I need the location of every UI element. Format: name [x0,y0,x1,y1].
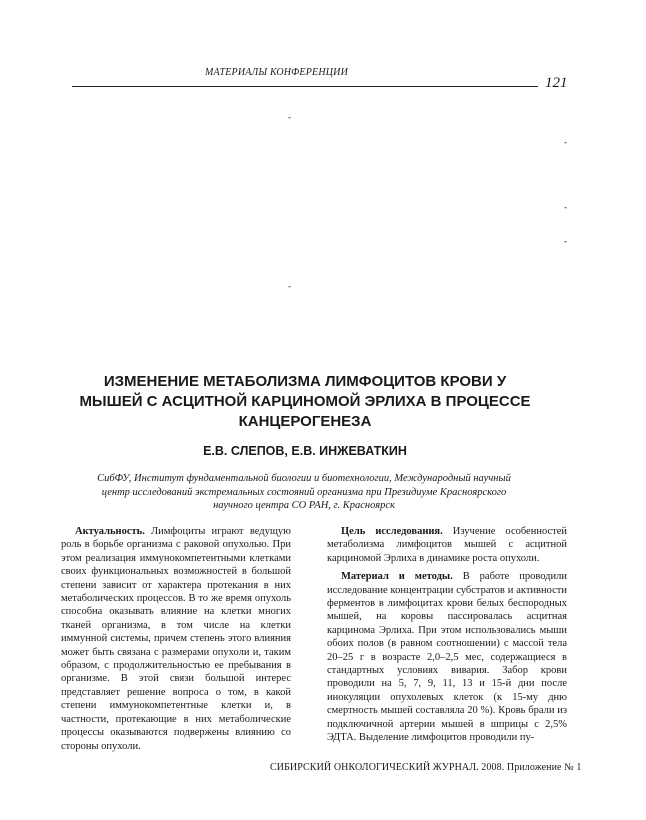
stray-dash-mark: - [564,202,567,212]
aim-text: Изучение особенностей метаболизма лимфоцитов мышей с асцитной карциномой Эрлиха в динамике роста опухоли. [327,526,567,564]
methods-heading: Материал и методы. [341,571,453,583]
aim-paragraph [327,525,567,565]
article-authors: Е.В. СЛЕПОВ, Е.В. ИНЖЕВАТКИН [203,444,407,458]
stray-dash-mark: - [288,281,291,291]
methods-paragraph [327,570,567,744]
stray-dash-mark: - [564,137,567,147]
methods-text: В работе проводили исследование концентрации субстратов и активности ферментов в лимфоцитах крови белых беспородных мышей, на коровы пассировалась асцитная карцинома Эрлиха. При этом использовались мыши обоих полов (в равном соотношении) с массой тела 20–25 г в возрасте 2,0–2,5 мес, содержащиеся в стандартных условиях вивария. Забор крови проводили на 5, 7, 9, 11, 13 и 15-й дни после инокуляции опухолевых клеток (к 15-му дню смертность мышей составляла 20 %). Кровь брали из подключичной артерии мышей в шприцы с 2,5% ЭДТА. Выделение лимфоцитов проводили пу- [327,571,568,744]
actuality-text: Лимфоциты играют ведущую роль в борьбе организма с раковой опухолью. При этом реализация иммунокомпетентными клетками своих функциональных возможностей в большой степени зависит от характера протекания в них метаболических процессов. В то же время опухоль способна оказывать влияние на клетки многих тканей организма, в том числе на клетки иммунной системы, причем степень этого влияния может быть связана с размерами опухоли и, таким образом, с продолжительностью ее пребывания в организме. В этой связи большой интерес представляет решение вопроса о том, в какой степени иммунокомпетентные клетки и, в частности, протекающие в них метаболические процессы оказываются подвержены влиянию со стороны опухоли. [61,526,292,752]
stray-dash-mark: - [564,236,567,246]
running-header: МАТЕРИАЛЫ КОНФЕРЕНЦИИ [205,67,349,78]
stray-dash-mark: - [288,112,291,122]
page-number: 121 [545,75,568,91]
aim-heading: Цель исследования. [341,526,443,537]
author-affiliation: СибФУ, Институт фундаментальной биологии и биотехнологии, Международный научный центр исследований экстремальных состояний организма при Президиуме Красноярского научного центра СО РАН, г. Красноярск [97,473,511,511]
actuality-heading: Актуальность. [75,526,145,537]
left-column [61,525,291,758]
actuality-paragraph [61,525,291,753]
header-rule [72,86,538,87]
right-column [327,525,567,750]
journal-footer: СИБИРСКИЙ ОНКОЛОГИЧЕСКИЙ ЖУРНАЛ. 2008. Приложение № 1 [270,762,582,773]
article-title: ИЗМЕНЕНИЕ МЕТАБОЛИЗМА ЛИМФОЦИТОВ КРОВИ У МЫШЕЙ С АСЦИТНОЙ КАРЦИНОМОЙ ЭРЛИХА В ПРОЦЕССЕ КАНЦЕРОГЕНЕЗА [79,373,531,430]
